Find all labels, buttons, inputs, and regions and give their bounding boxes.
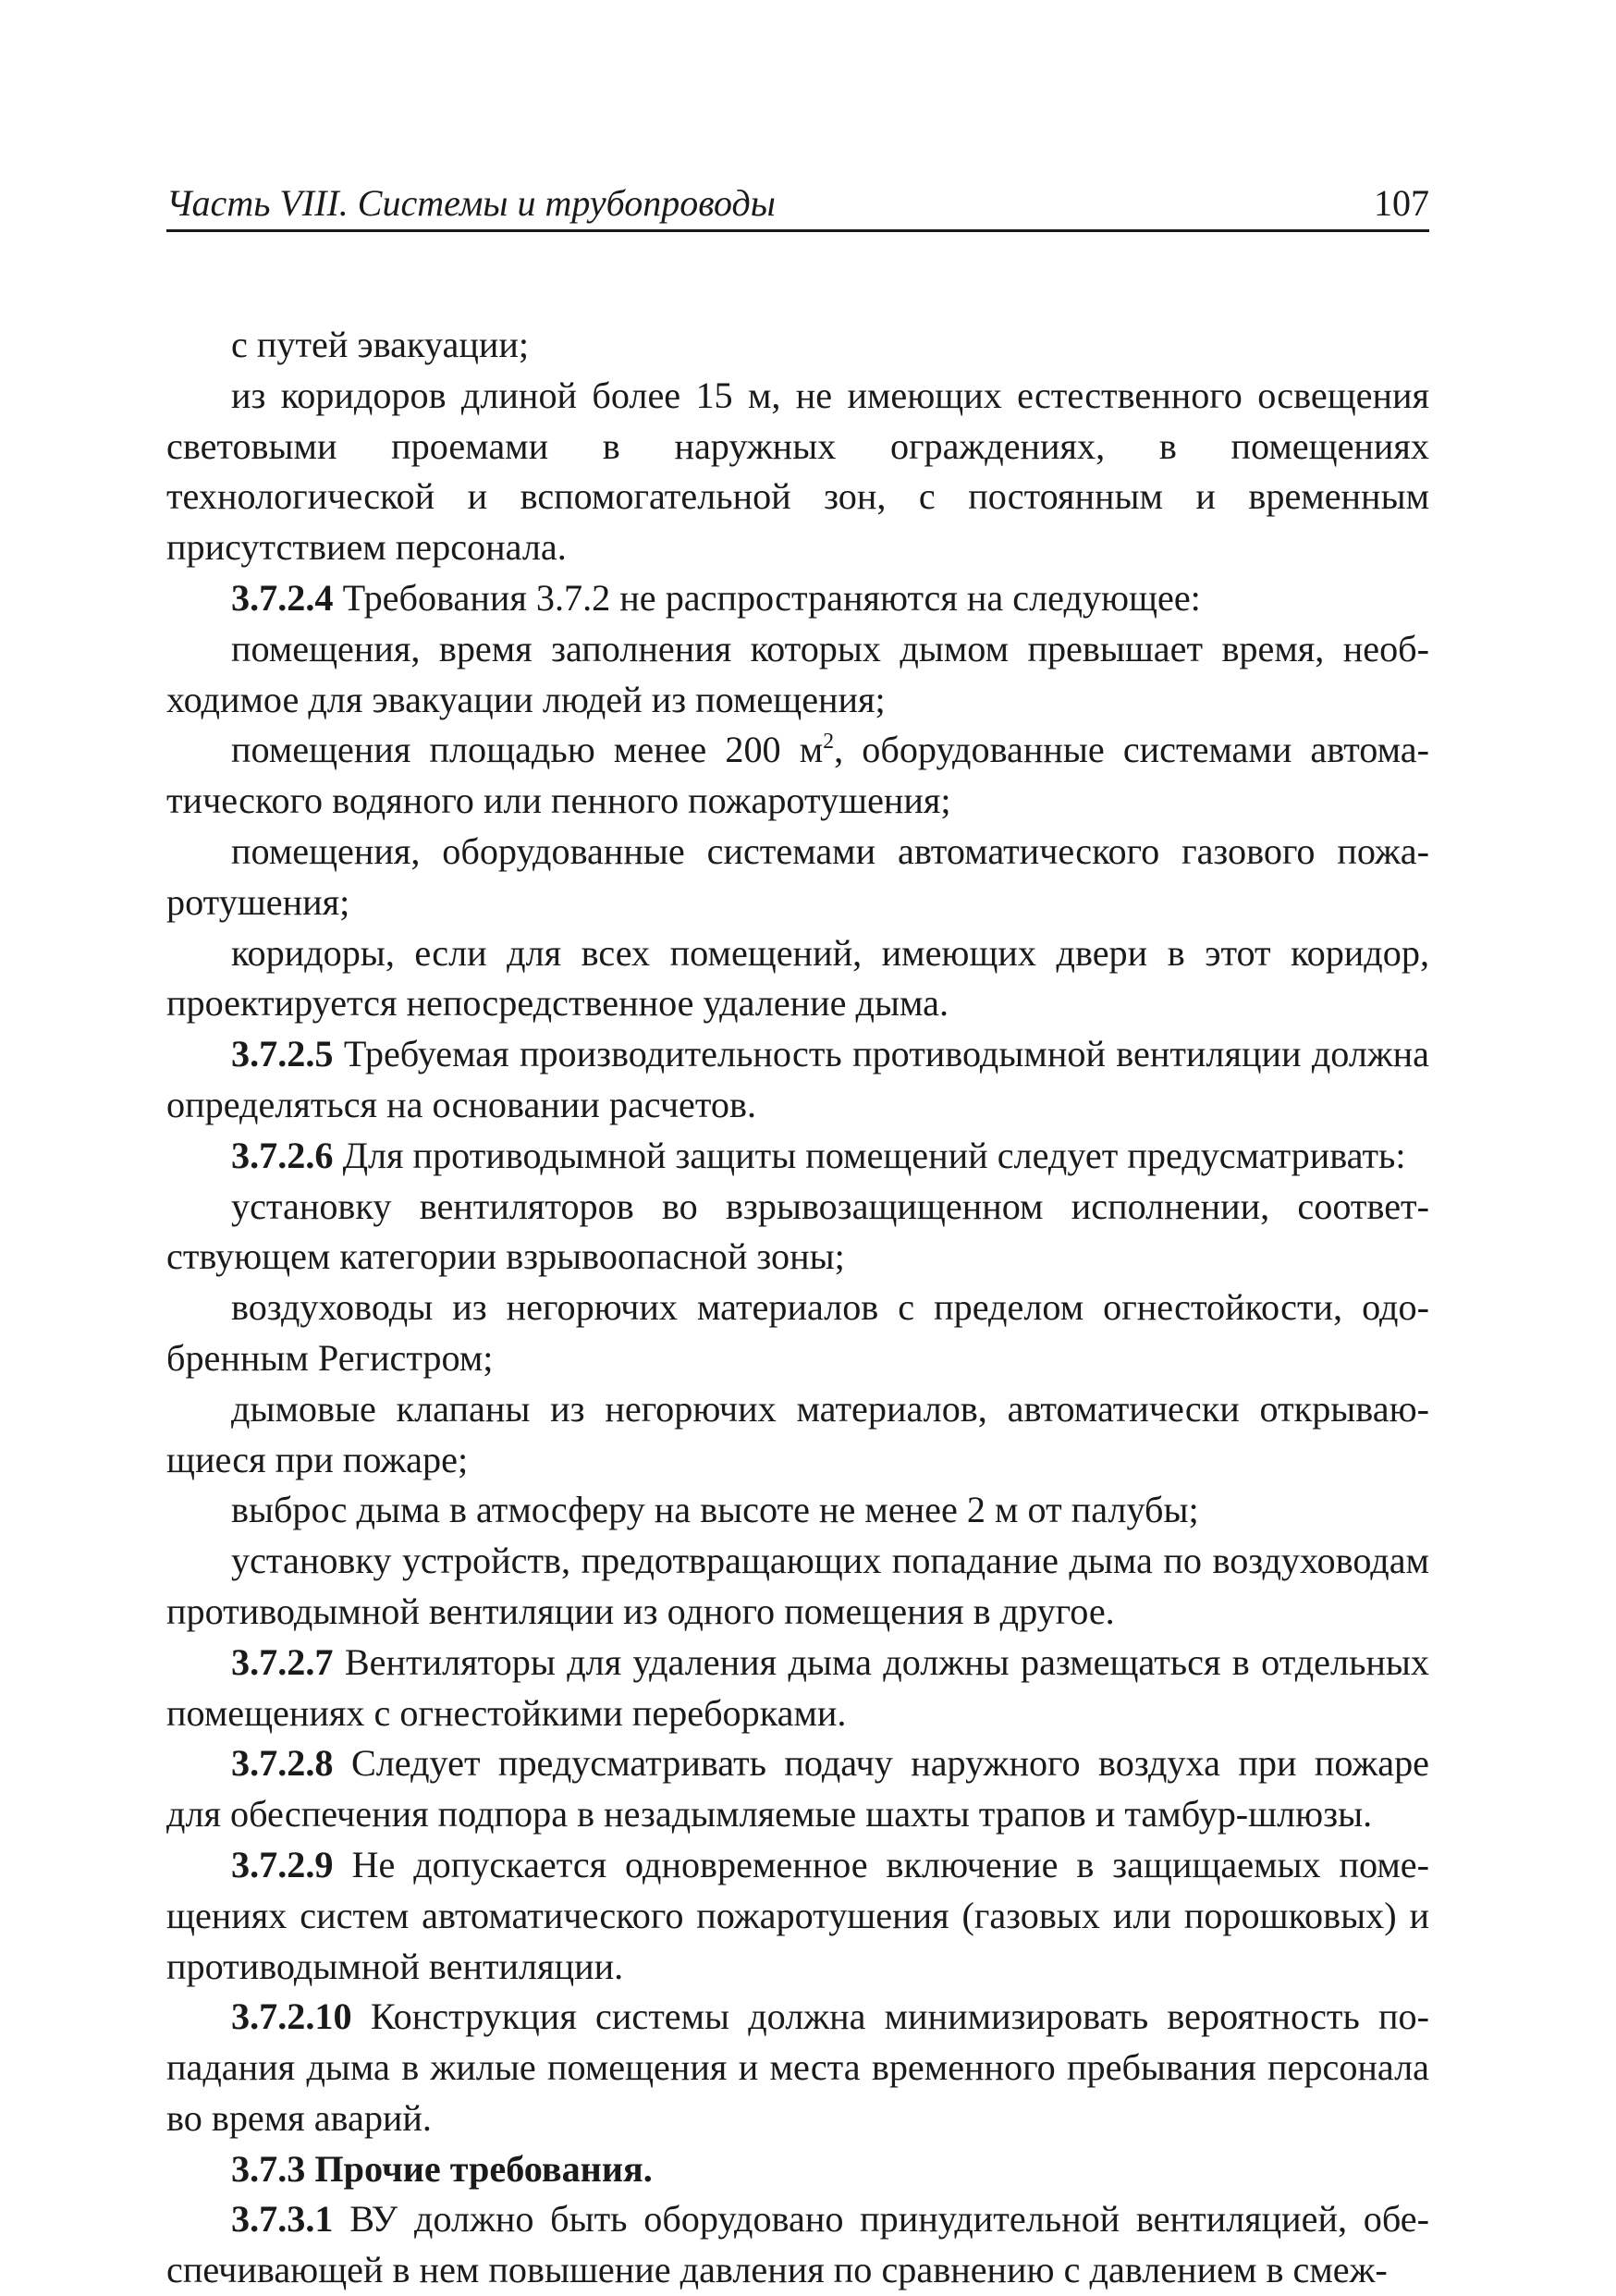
paragraph — [166, 1182, 1429, 1283]
paragraph-text: Следует предусматривать подачу наружного воздуха при пожаре для обеспечения подпора в незадымляемые шахты трапов и тамбур-шлюзы. — [166, 1742, 1430, 1836]
paragraph-text: Для противодымной защиты помещений следует предусматривать: — [342, 1134, 1406, 1176]
page-header — [166, 181, 1429, 232]
clause-number: 3.7.2.6 — [231, 1134, 334, 1176]
paragraph — [166, 1536, 1429, 1638]
clause-number: 3.7.2.5 — [231, 1033, 334, 1075]
paragraph — [166, 2194, 1429, 2296]
paragraph-text: с путей эвакуации; — [231, 324, 530, 365]
paragraph — [166, 928, 1429, 1030]
paragraph-text: Вентиляторы для удаления дыма должны размещаться в отдельных помещениях с огнестойкими переборками. — [166, 1640, 1429, 1734]
paragraph — [166, 827, 1429, 928]
body-text — [166, 320, 1429, 2296]
paragraph — [166, 725, 1429, 827]
paragraph-text: помещения площадью менее 200 м — [231, 729, 824, 771]
paragraph — [166, 573, 1429, 624]
clause-number: 3.7.3 — [231, 2147, 306, 2190]
paragraph-text: Требования 3.7.2 не распространяются на следующее: — [342, 576, 1201, 619]
paragraph — [166, 1283, 1429, 1384]
paragraph-text: дымовые клапаны из негорючих материалов, автоматически открывающиеся при пожаре; — [166, 1387, 1429, 1480]
paragraph-text: помещения, оборудованные системами автоматического газового пожаротушения; — [166, 829, 1429, 923]
paragraph-text: установку устройств, предотвращающих попадание дыма по воздуховодам противодымной вентиляции из одного помещения в другое. — [166, 1540, 1429, 1632]
paragraph — [166, 624, 1429, 726]
paragraph — [166, 1840, 1429, 1992]
page-number: 107 — [1374, 182, 1429, 224]
paragraph-text: помещения, время заполнения которых дымом превышает время, необходимое для эвакуации людей из помещения; — [166, 627, 1429, 720]
paragraph — [166, 320, 1429, 371]
paragraph-text: Конструкция системы должна минимизировать вероятность попадания дыма в жилые помещения и места временного пребывания персонала во время аварий. — [166, 1995, 1429, 2139]
running-title: Часть VIII. Системы и трубопроводы — [166, 182, 776, 224]
paragraph-text: установку вентиляторов во взрывозащищенном исполнении, соответствующем категории взрывоопасной зоны; — [166, 1185, 1429, 1278]
paragraph — [166, 1131, 1429, 1182]
clause-number: 3.7.2.7 — [231, 1640, 334, 1683]
paragraph-text: из коридоров длиной более 15 м, не имеющих естественного освещения световыми проемами в наружных ограждениях, в помещениях технологической и вспомогательной зон, с постоянным и временным присутствием персонала. — [166, 374, 1429, 569]
superscript: 2 — [823, 730, 835, 755]
clause-number: 3.7.2.9 — [231, 1843, 334, 1885]
paragraph-text-after: , оборудованные системами автоматического водяного или пенного пожаротушения; — [166, 729, 1429, 822]
paragraph-text: Не допускается одновременное включение в защищаемых помещениях систем автоматического пожаротушения (газовых или порошковых) и противодымной вентиляции. — [166, 1843, 1430, 1987]
heading-text: Прочие требования. — [314, 2147, 653, 2190]
paragraph — [166, 1485, 1429, 1536]
paragraph-text: выброс дыма в атмосферу на высоте не менее 2 м от палубы; — [231, 1489, 1199, 1531]
paragraph-text: коридоры, если для всех помещений, имеющих двери в этот коридор, проектируется непосредственное удаление дыма. — [166, 931, 1429, 1025]
clause-number: 3.7.3.1 — [231, 2198, 334, 2241]
paragraph — [166, 1029, 1429, 1131]
paragraph — [166, 1638, 1429, 1739]
paragraph-text: Требуемая производительность противодымной вентиляции должна определяться на основании расчетов. — [166, 1033, 1429, 1125]
paragraph — [166, 1738, 1429, 1840]
paragraph-text: воздуховоды из негорючих материалов с пределом огнестойкости, одобренным Регистром; — [166, 1286, 1429, 1379]
paragraph-text: ВУ должно быть оборудовано принудительной вентиляцией, обеспечивающей в нем повышение давления по сравнению с давлением в смеж- — [166, 2198, 1430, 2291]
paragraph — [166, 371, 1429, 573]
clause-number: 3.7.2.4 — [231, 576, 334, 619]
clause-number: 3.7.2.10 — [231, 1995, 352, 2038]
paragraph — [166, 1992, 1429, 2143]
clause-number: 3.7.2.8 — [231, 1742, 334, 1785]
section-heading — [166, 2144, 1429, 2195]
paragraph — [166, 1384, 1429, 1486]
